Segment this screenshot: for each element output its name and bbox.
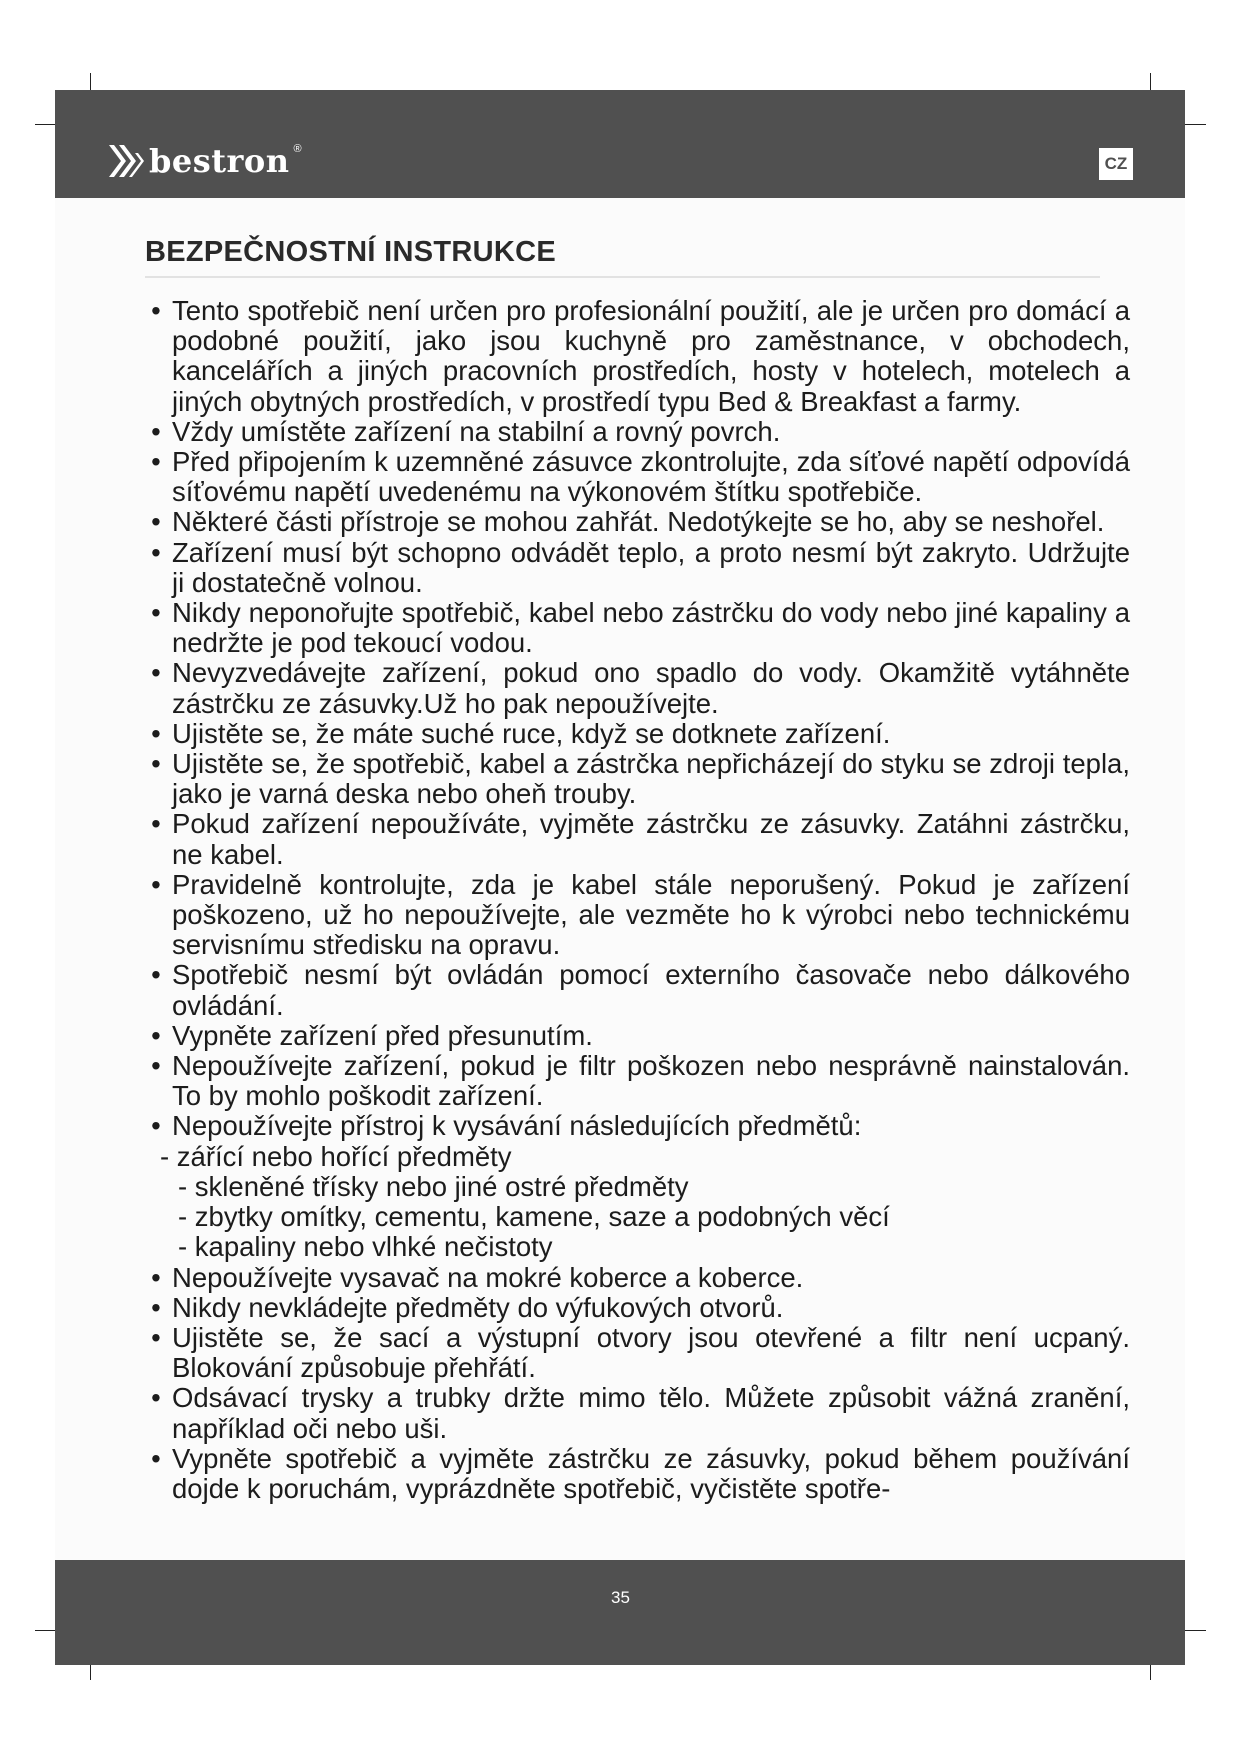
title-divider [145,276,1100,278]
brand-registered-mark: ® [293,143,302,155]
bullet: • [151,808,161,840]
bullet: • [151,1110,161,1142]
bullet: • [151,1442,161,1474]
list-item: • Vypněte zařízení před přesunutím. [140,1021,1130,1051]
bullet: • [151,1019,161,1051]
list-item: • Vypněte spotřebič a vyjměte zástrčku ze zásuvky, pokud během používání dojde k poruchám, vyprázdněte spotřebič, vyčistěte spotře- [140,1444,1130,1504]
bullet: • [151,959,161,991]
list-item: • Pravidelně kontrolujte, zda je kabel stále neporušený. Pokud je zařízení poškozeno, už ho nepoužívejte, ale vezměte ho k výrobci nebo technickému servisnímu středisku na opravu. [140,870,1130,961]
bullet: • [151,1261,161,1293]
list-item: • Nikdy nevkládejte předměty do výfukových otvorů. [140,1293,1130,1323]
brand-logo [107,142,302,180]
bullet: • [151,536,161,568]
bullet: • [151,868,161,900]
bullet: • [151,1291,161,1323]
section-title: BEZPEČNOSTNÍ INSTRUKCE [145,236,557,268]
page-number: 35 [611,1588,630,1607]
list-item: • Ujistěte se, že spotřebič, kabel a zástrčka nepřicházejí do styku se zdroji tepla, jako je varná deska nebo oheň trouby. [140,749,1130,809]
brand-name: bestron [149,142,290,180]
sub-list-item: - skleněné třísky nebo jiné ostré předměty [178,1170,689,1202]
bullet: • [151,597,161,629]
list-item: • Některé části přístroje se mohou zahřát. Nedotýkejte se ho, aby se neshořel. [140,507,1130,537]
list-item: • Pokud zařízení nepoužíváte, vyjměte zástrčku ze zásuvky. Zatáhni zástrčku, ne kabel. [140,809,1130,869]
list-item: • Ujistěte se, že sací a výstupní otvory jsou otevřené a filtr není ucpaný. Blokování způsobuje přehřátí. [140,1323,1130,1383]
list-item: • Ujistěte se, že máte suché ruce, když se dotknete zařízení. [140,719,1130,749]
footer-band [55,1560,1185,1665]
sub-list-item: - zářící nebo hořící předměty [160,1140,512,1172]
sub-list-item: - zbytky omítky, cementu, kamene, saze a podobných věcí [178,1201,890,1233]
list-item: • Vždy umístěte zařízení na stabilní a rovný povrch. [140,417,1130,447]
list-item: • Nepoužívejte vysavač na mokré koberce a koberce. [140,1263,1130,1293]
bullet: • [151,1050,161,1082]
brand-chevron-icon [107,143,145,179]
list-item: • Spotřebič nesmí být ovládán pomocí externího časovače nebo dálkového ovládání. [140,960,1130,1020]
list-item: • Nepoužívejte zařízení, pokud je filtr poškozen nebo nesprávně nainstalován. To by mohlo poškodit zařízení. [140,1051,1130,1111]
list-item: • Nepoužívejte přístroj k vysávání následujících předmětů: [140,1111,1130,1141]
bullet: • [151,415,161,447]
language-badge: CZ [1099,148,1133,180]
bullet: • [151,748,161,780]
bullet: • [151,657,161,689]
list-item: • Odsávací trysky a trubky držte mimo tělo. Můžete způsobit vážná zranění, například oči nebo uši. [140,1383,1130,1443]
bullet: • [151,1321,161,1353]
list-item: • Nevyzvedávejte zařízení, pokud ono spadlo do vody. Okamžitě vytáhněte zástrčku ze zásuvky.Už ho pak nepoužívejte. [140,658,1130,718]
list-item: • Zařízení musí být schopno odvádět teplo, a proto nesmí být zakryto. Udržujte ji dostatečně volnou. [140,538,1130,598]
bullet: • [151,295,161,326]
bullet: • [151,506,161,538]
bullet: • [151,446,161,478]
bullet: • [151,717,161,749]
instruction-list [140,296,1130,1504]
list-item: • Tento spotřebič není určen pro profesionální použití, ale je určen pro domácí a podobné použití, jako jsou kuchyně pro zaměstnance, v obchodech, kancelářích a jiných pracovních prostředích, hosty v hotelech, motelech a jiných obytných prostředích, v prostředí typu Bed & Breakfast a farmy. [140,296,1130,417]
bullet: • [151,1382,161,1414]
list-item: • Nikdy neponořujte spotřebič, kabel nebo zástrčku do vody nebo jiné kapaliny a nedržte je pod tekoucí vodou. [140,598,1130,658]
list-item: • Před připojením k uzemněné zásuvce zkontrolujte, zda síťové napětí odpovídá síťovému napětí uvedenému na výkonovém štítku spotřebiče. [140,447,1130,507]
sub-list-item: - kapaliny nebo vlhké nečistoty [178,1231,553,1263]
